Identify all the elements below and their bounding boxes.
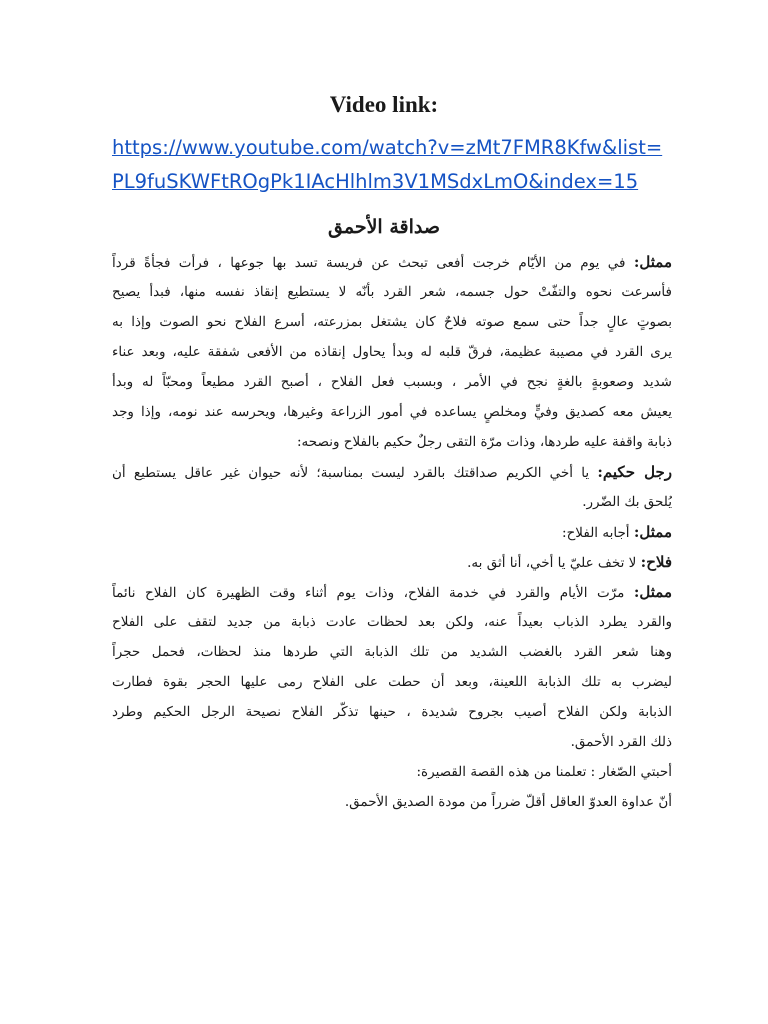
line-text: يا أخي الكريم صداقتك بالقرد ليست بمناسبة؛ لأنه حيوان غير عاقل يستطيع أن — [112, 465, 590, 481]
line-text: يُلحق بك الضّرر. — [582, 494, 672, 510]
story-line — [112, 637, 672, 667]
line-text: أجابه الفلاح: — [562, 525, 630, 541]
line-text: فأسرعت نحوه والتفّتْ حول جسمه، شعر القرد بأنّه لا يستطيع إنقاذ نفسه منها، فبدأ يصيح — [112, 284, 672, 300]
story-line — [112, 277, 672, 307]
story-title: صداقة الأحمق — [328, 216, 440, 238]
line-text: يعيش معه كصديق وفيٍّ ومخلصٍ يساعده في أمور الزراعة وغيرها، ويحرسه عند نومه، وإذا وجد — [112, 404, 672, 420]
story-line — [112, 757, 672, 787]
line-text: الذبابة ولكن الفلاح أصيب بجروح شديدة ، حينها تذكّر الفلاح نصيحة الرجل الحكيم وطرد — [112, 704, 672, 720]
story-line — [112, 667, 672, 697]
line-text: وهنا شعر القرد بالغضب الشديد من تلك الذبابة التي طردها منذ لحظات، فحمل حجراً — [112, 644, 672, 660]
video-link-line-1[interactable]: https://www.youtube.com/watch?v=zMt7FMR8Kfw&list= — [112, 136, 663, 159]
line-text: بصوتٍ عالٍ جداً حتى سمع صوته فلاحٌ كان يشتغل بمزرعته، أسرع الفلاح نحو الصوت وإذا به — [112, 314, 672, 330]
line-text: لا تخف عليّ يا أخي، أنا أثق به. — [467, 555, 637, 571]
story-line — [112, 397, 672, 427]
story-line — [112, 787, 672, 817]
story-line — [112, 697, 672, 727]
story-line — [112, 487, 672, 517]
speaker-label: ممثل: — [633, 253, 672, 271]
line-text: والقرد يطرد الذباب بعيداً عنه، ولكن بعد لحظات عادت ذبابة من جديد لتقف على الفلاح — [112, 614, 672, 630]
line-text: أنّ عداوة العدوّ العاقل أقلّ ضرراً من مودة الصديق الأحمق. — [344, 794, 672, 810]
line-text: أحبتي الصّغار : تعلمنا من هذه القصة القصيرة: — [416, 764, 672, 780]
story-line — [112, 727, 672, 757]
line-text: ليضرب به تلك الذبابة اللعينة، وبعد أن حطت على الفلاح رمى عليها الحجر بقوة فطارت — [112, 674, 672, 690]
story-line — [112, 337, 672, 367]
story-line — [112, 517, 672, 547]
line-text: ذبابة واقفة عليه طردها، وذات مرّة التقى رجلٌ حكيم بالفلاح ونصحه: — [297, 434, 672, 450]
story-line — [112, 457, 672, 487]
video-link-label: Video link: — [329, 92, 439, 117]
line-text: شديد وصعوبةٍ بالغةٍ نجح في الأمر ، وبسبب فعل الفلاح ، أصبح القرد مطيعاً ومحبّاً له وبدأ — [112, 374, 672, 390]
speaker-label: ممثل: — [633, 583, 672, 601]
story-body — [112, 247, 672, 817]
story-line — [112, 367, 672, 397]
line-text: مرّت الأيام والقرد في خدمة الفلاح، وذات يوم أثناء وقت الظهيرة كان الفلاح نائماً — [112, 585, 625, 601]
story-line — [112, 577, 672, 607]
line-text: في يوم من الأيّام خرجت أفعى تبحث عن فريسة تسد بها جوعها ، فرأت فجأةً قرداً — [112, 255, 626, 271]
speaker-label: ممثل: — [633, 523, 672, 541]
story-line — [112, 307, 672, 337]
line-text: ذلك القرد الأحمق. — [570, 734, 672, 750]
speaker-label: رجل حكيم: — [597, 463, 672, 481]
speaker-label: فلاح: — [640, 553, 672, 571]
video-link-line-2[interactable]: PL9fuSKWFtROgPk1IAcHlhlm3V1MSdxLmO&index=15 — [112, 170, 639, 193]
story-line — [112, 547, 672, 577]
line-text: يرى القرد في مصيبة عظيمة، فرقّ قلبه له وبدأ يحاول إنقاذه من الأفعى شفقة عليه، وبعد عناء — [112, 344, 672, 360]
story-line — [112, 247, 672, 277]
story-line — [112, 607, 672, 637]
story-line — [112, 427, 672, 457]
